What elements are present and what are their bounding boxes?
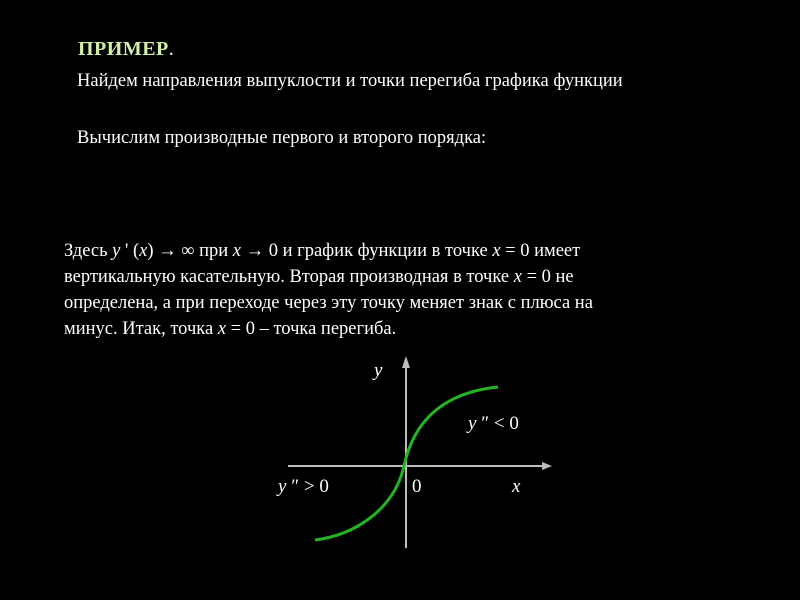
text: = 0 имеет: [500, 241, 581, 261]
var-x: x: [492, 241, 501, 261]
derivatives-line: Вычислим производные первого и второго порядка:: [77, 128, 487, 148]
text: = 0 не: [521, 267, 574, 287]
paragraph-line-3: определена, а при переходе через эту точку меняет знак с плюса на: [64, 293, 593, 313]
x-axis-label: x: [512, 476, 521, 497]
var-y: y: [112, 241, 121, 261]
var-y: y: [468, 413, 477, 434]
origin-label: 0: [412, 476, 422, 497]
var-x: x: [232, 241, 241, 261]
example-dot: .: [168, 38, 174, 60]
text: ) → ∞ при: [147, 241, 233, 261]
text: ' (: [120, 241, 140, 261]
text: вертикальную касательную. Вторая производная в точке: [64, 267, 514, 287]
text: Здесь: [64, 241, 113, 261]
var-x: x: [513, 267, 522, 287]
var-x: x: [217, 319, 227, 339]
text: = 0 – точка перегиба.: [226, 319, 397, 339]
var-x: x: [139, 241, 148, 261]
concave-region-label: [468, 413, 519, 435]
example-keyword: ПРИМЕР: [78, 38, 169, 60]
convex-region-label: [278, 476, 329, 498]
var-y: y: [278, 476, 287, 497]
y-axis-label: y: [374, 360, 383, 381]
intro-line: Найдем направления выпуклости и точки перегиба графика функции: [77, 71, 623, 91]
x-axis-arrow: [542, 462, 552, 470]
text: → 0 и график функции в точке: [240, 241, 493, 261]
y-axis-arrow: [402, 356, 410, 368]
text: ″ < 0: [476, 413, 519, 434]
text: минус. Итак, точка: [64, 319, 218, 339]
text: ″ > 0: [286, 476, 329, 497]
